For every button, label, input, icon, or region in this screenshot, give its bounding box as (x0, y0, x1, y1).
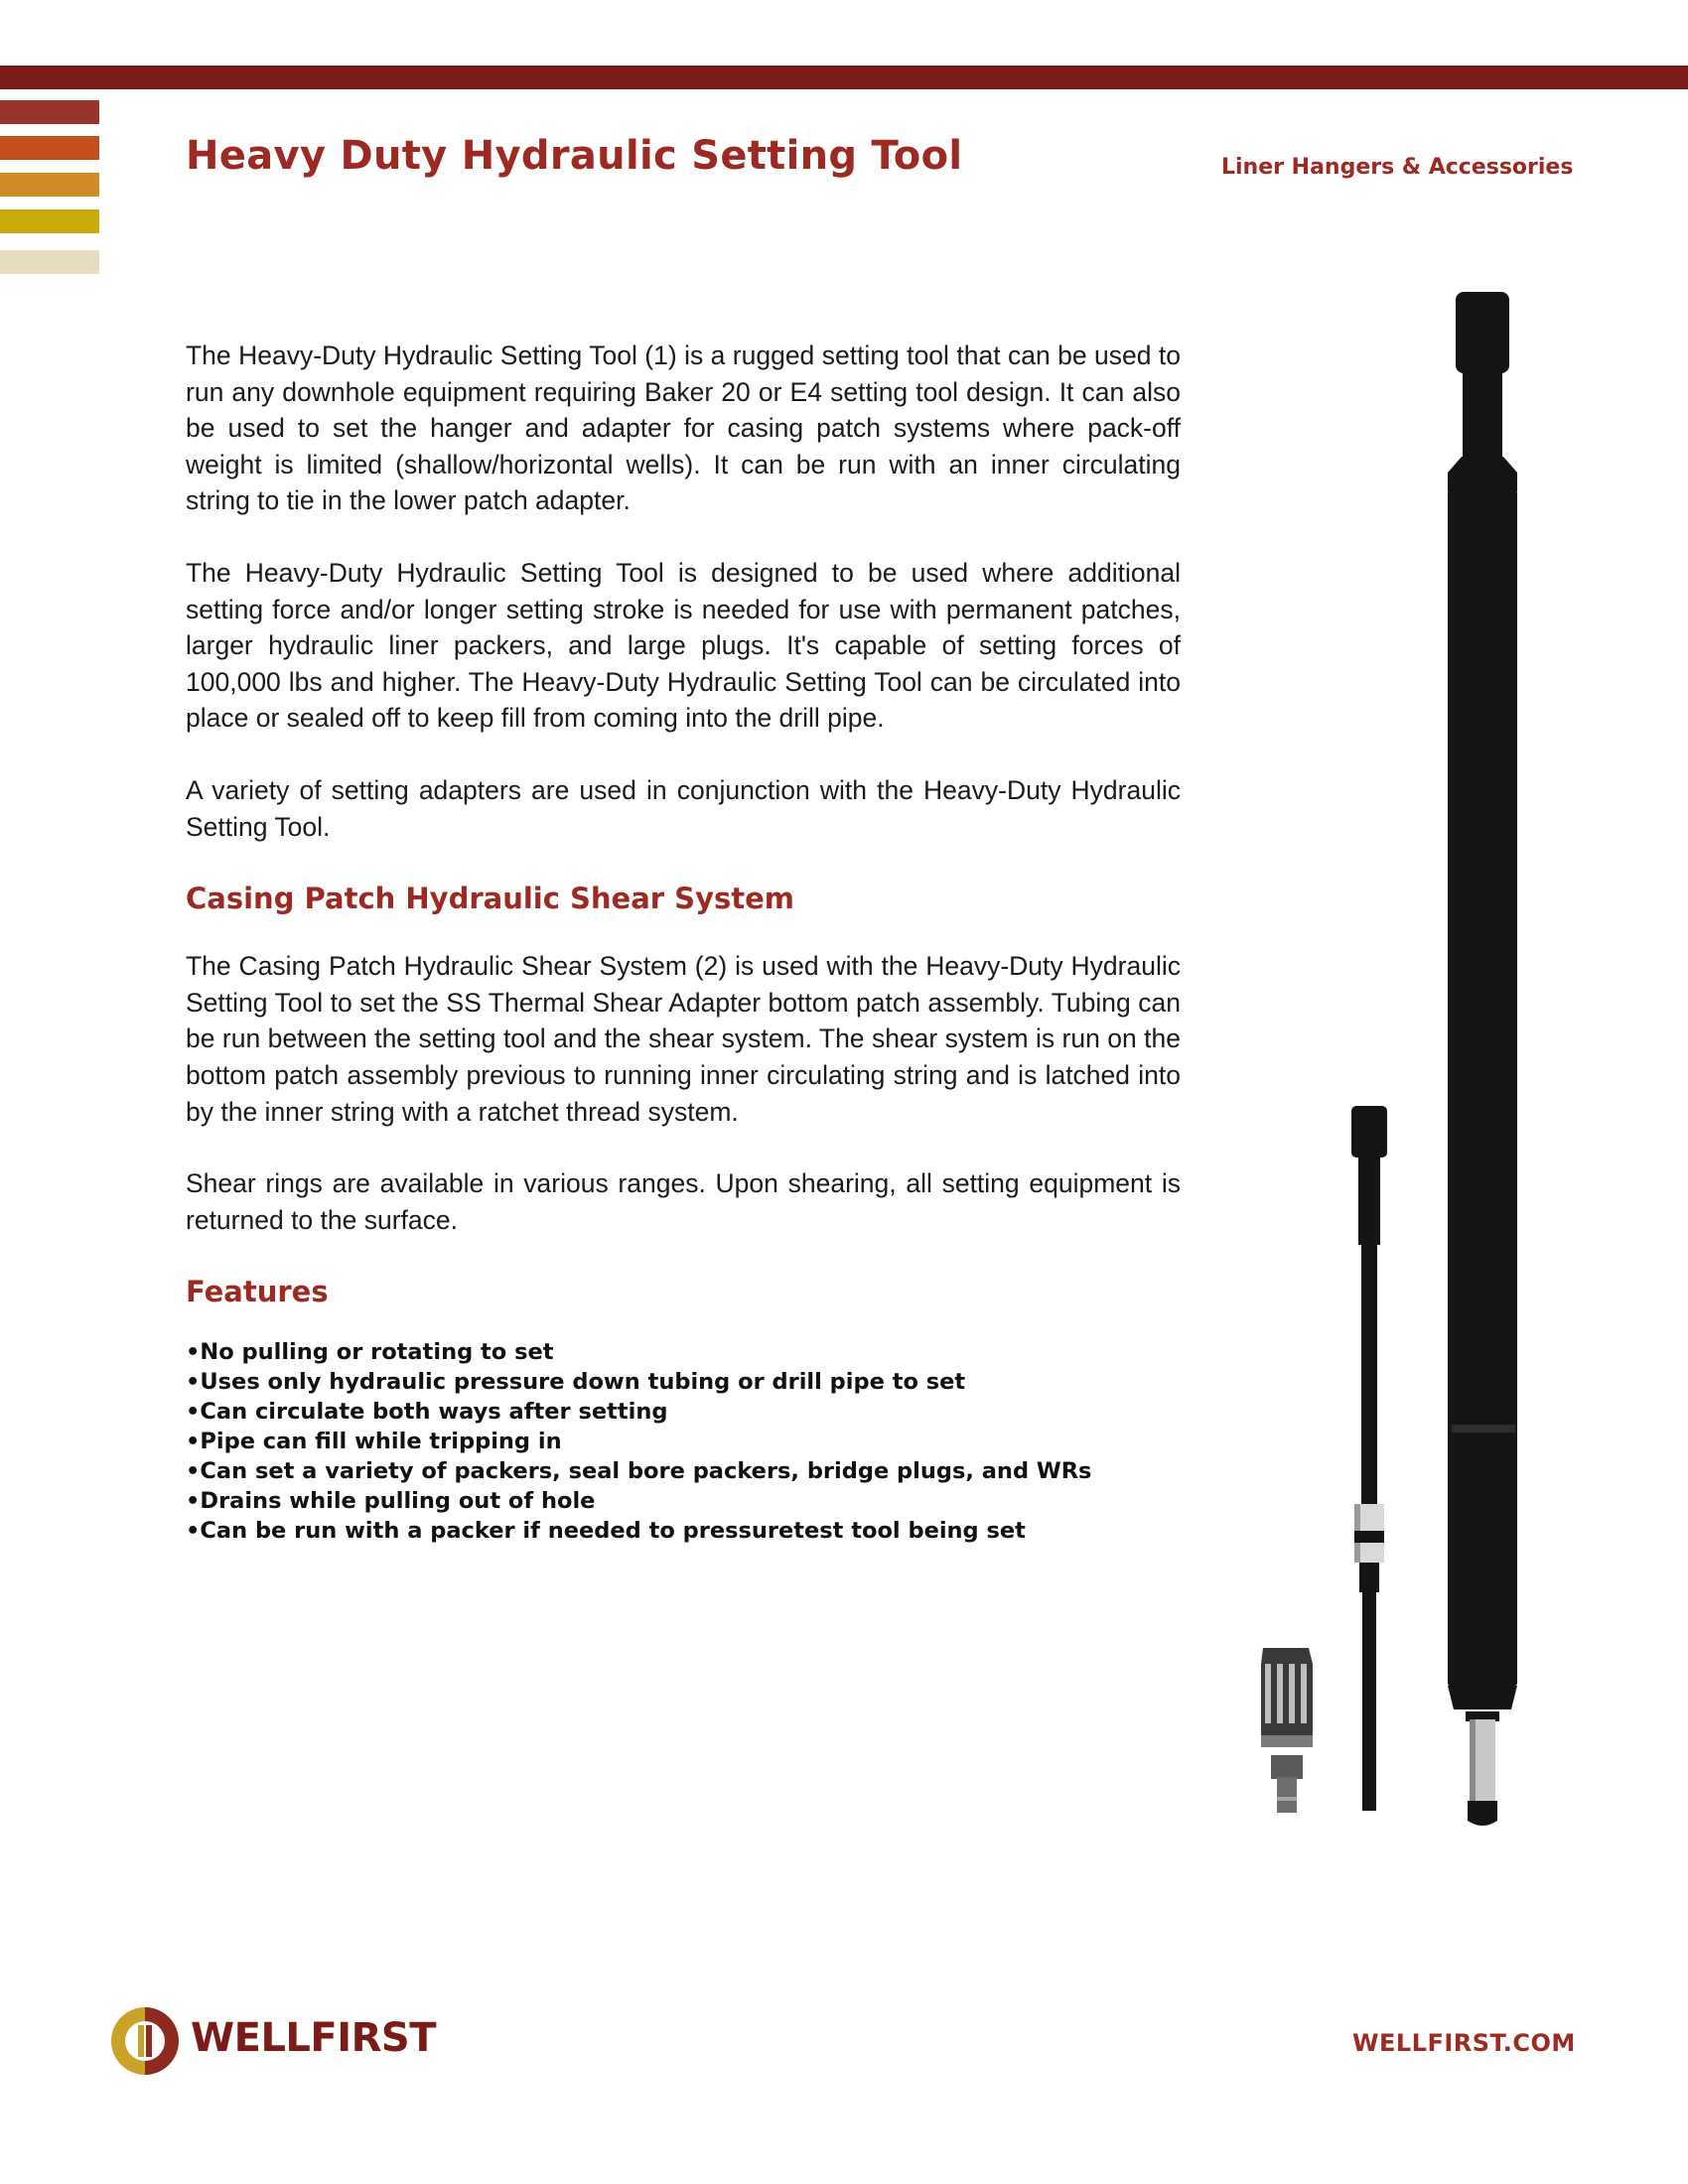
feature-item: • Can set a variety of packers, seal bore packers, bridge plugs, and WRs (186, 1456, 1181, 1486)
wellfirst-logo-icon (105, 2001, 185, 2081)
feature-item: • Can circulate both ways after setting (186, 1397, 1181, 1427)
category-label: Liner Hangers & Accessories (1221, 155, 1574, 180)
accent-stripe (0, 250, 99, 274)
feature-item: • No pulling or rotating to set (186, 1337, 1181, 1367)
shear-system-illustration (1351, 1106, 1387, 1811)
intro-paragraph: A variety of setting adapters are used in conjunction with the Heavy-Duty Hydraulic Setting Tool. (186, 774, 1181, 842)
header-band (0, 66, 1688, 89)
setting-adapter-illustration (1261, 1648, 1313, 1813)
intro-paragraph: The Heavy-Duty Hydraulic Setting Tool is designed to be used where additional setting force and/or longer setting stroke is needed for use with permanent patches, larger hydraulic liner packers, and large plugs. It's capable of setting forces of 100,000 lbs and higher. The Heavy-Duty Hydraulic Setting Tool can be circulated into place or sealed off to keep fill from coming into the drill pipe. (186, 557, 1181, 734)
features-list (186, 1337, 1181, 1546)
feature-item: • Uses only hydraulic pressure down tubing or drill pipe to set (186, 1367, 1181, 1397)
feature-item: • Pipe can fill while tripping in (186, 1427, 1181, 1456)
hydraulic-setting-tool-illustration (1448, 292, 1517, 1826)
accent-stripe (0, 136, 99, 160)
accent-stripe (0, 100, 99, 124)
accent-stripe (0, 209, 99, 233)
footer-website-link[interactable]: WELLFIRST.COM (1352, 2029, 1576, 2057)
main-content (186, 338, 1181, 1546)
shear-paragraph: The Casing Patch Hydraulic Shear System (2) is used with the Heavy-Duty Hydraulic Setting Tool to set the SS Thermal Shear Adapter bottom patch assembly. Tubing can be run between the setting tool and the shear system. The shear system is run on the bottom patch assembly previous to running inner circulating string and is latched into by the inner string with a ratchet thread system. (186, 951, 1181, 1127)
accent-stripe (0, 173, 99, 197)
page-title: Heavy Duty Hydraulic Setting Tool (186, 133, 963, 179)
wellfirst-logo (105, 2001, 463, 2081)
feature-item: • Can be run with a packer if needed to pressuretest tool being set (186, 1516, 1181, 1546)
setting-tool-image (1251, 278, 1549, 1837)
feature-item: • Drains while pulling out of hole (186, 1486, 1181, 1516)
intro-paragraph: The Heavy-Duty Hydraulic Setting Tool (1) is a rugged setting tool that can be used to run any downhole equipment requiring Baker 20 or E4 setting tool design. It can also be used to set the hanger and adapter for casing patch systems where pack-off weight is limited (shallow/horizontal wells). It can be run with an inner circulating string to tie in the lower patch adapter. (186, 341, 1181, 516)
section-heading-features: Features (186, 1275, 329, 1309)
section-heading-shear-system: Casing Patch Hydraulic Shear System (186, 882, 794, 916)
shear-paragraph: Shear rings are available in various ranges. Upon shearing, all setting equipment is returned to the surface. (186, 1168, 1181, 1235)
logo-wordmark: WELLFIRST (191, 2015, 437, 2061)
